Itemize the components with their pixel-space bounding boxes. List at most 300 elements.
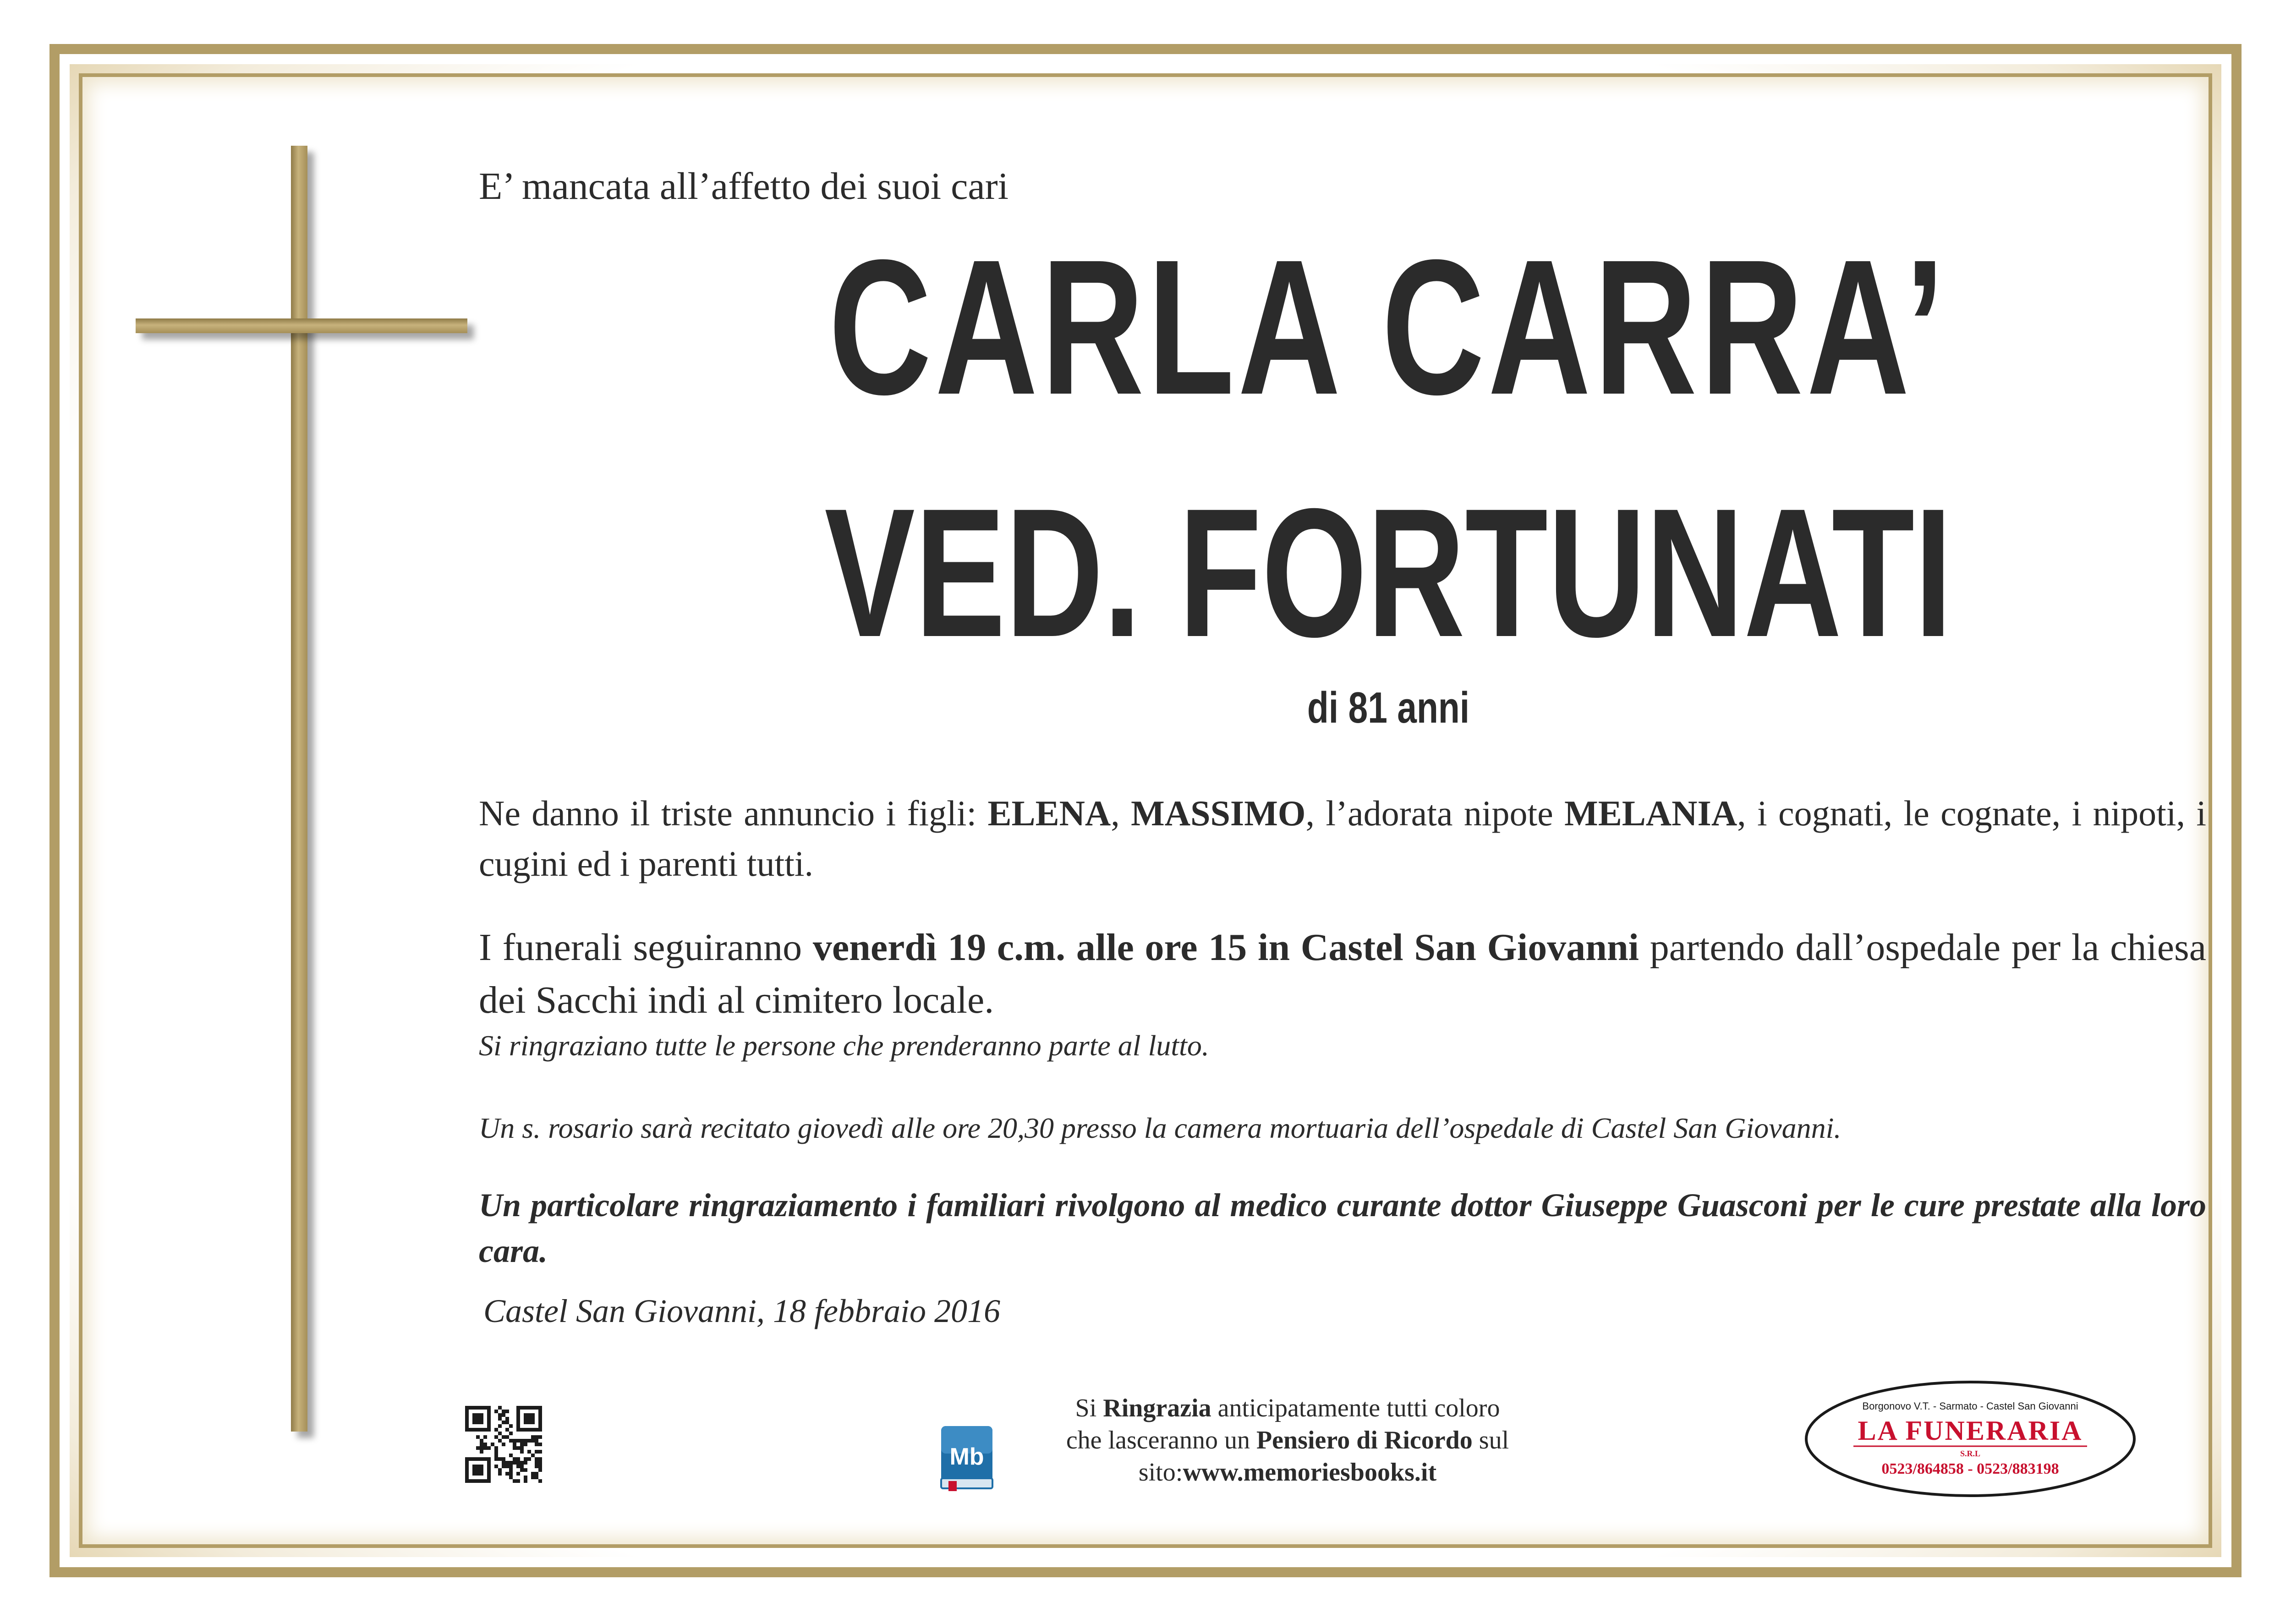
qr-module <box>480 1457 483 1461</box>
qr-module <box>487 1457 491 1461</box>
qr-module <box>502 1410 505 1413</box>
qr-module <box>524 1406 527 1410</box>
qr-module <box>509 1450 513 1454</box>
qr-module <box>535 1472 538 1476</box>
qr-module <box>498 1472 502 1476</box>
qr-module <box>465 1457 469 1461</box>
qr-module <box>505 1468 509 1472</box>
qr-module <box>520 1472 524 1476</box>
qr-module <box>538 1468 542 1472</box>
logo-company-type: S.R.L <box>1960 1449 1981 1458</box>
qr-module <box>469 1457 472 1461</box>
qr-module <box>516 1410 520 1413</box>
qr-module <box>483 1413 487 1417</box>
qr-module <box>472 1417 476 1421</box>
qr-module <box>509 1439 513 1443</box>
qr-module <box>524 1435 527 1439</box>
qr-module <box>531 1406 535 1410</box>
child-name-massimo: MASSIMO <box>1131 793 1306 833</box>
qr-module <box>538 1454 542 1457</box>
qr-module <box>483 1461 487 1465</box>
qr-module <box>469 1413 472 1417</box>
qr-module <box>465 1410 469 1413</box>
qr-module <box>516 1472 520 1476</box>
qr-module <box>498 1454 502 1457</box>
qr-module <box>538 1476 542 1479</box>
qr-module <box>513 1428 516 1432</box>
qr-module <box>476 1479 480 1483</box>
qr-module <box>538 1457 542 1461</box>
mb-text-bold: Pensiero di Ricordo <box>1256 1426 1473 1454</box>
qr-module <box>491 1443 494 1446</box>
memoriesbooks-line1 <box>1026 1392 1549 1424</box>
qr-module <box>465 1472 469 1476</box>
qr-module <box>502 1450 505 1454</box>
qr-module <box>494 1417 498 1421</box>
qr-module <box>538 1446 542 1450</box>
qr-module <box>516 1450 520 1454</box>
qr-module <box>483 1457 487 1461</box>
qr-module <box>487 1428 491 1432</box>
qr-module <box>476 1454 480 1457</box>
qr-module <box>531 1417 535 1421</box>
qr-module <box>524 1432 527 1435</box>
qr-module <box>513 1476 516 1479</box>
qr-module <box>502 1424 505 1428</box>
qr-module <box>538 1472 542 1476</box>
qr-module <box>465 1424 469 1428</box>
qr-module <box>505 1410 509 1413</box>
qr-module <box>487 1450 491 1454</box>
qr-module <box>513 1410 516 1413</box>
qr-module <box>472 1439 476 1443</box>
qr-module <box>516 1424 520 1428</box>
qr-module <box>535 1421 538 1424</box>
qr-module <box>472 1465 476 1468</box>
qr-module <box>476 1406 480 1410</box>
qr-module <box>469 1461 472 1465</box>
qr-module <box>491 1472 494 1476</box>
qr-module <box>494 1410 498 1413</box>
qr-module <box>491 1439 494 1443</box>
memoriesbooks-line2 <box>1026 1424 1549 1456</box>
qr-module <box>476 1410 480 1413</box>
qr-module <box>527 1435 531 1439</box>
qr-module <box>509 1421 513 1424</box>
qr-module <box>509 1443 513 1446</box>
qr-module <box>535 1435 538 1439</box>
qr-module <box>502 1465 505 1468</box>
qr-module <box>502 1435 505 1439</box>
mb-text: che lasceranno un <box>1066 1426 1256 1454</box>
announce-separator: , <box>1111 793 1131 833</box>
qr-module <box>498 1443 502 1446</box>
qr-module <box>527 1406 531 1410</box>
qr-module <box>476 1432 480 1435</box>
qr-module <box>535 1413 538 1417</box>
qr-module <box>494 1413 498 1417</box>
qr-module <box>502 1446 505 1450</box>
qr-module <box>505 1435 509 1439</box>
qr-module <box>465 1443 469 1446</box>
mb-text-bold: Ringrazia <box>1103 1394 1211 1422</box>
qr-module <box>476 1443 480 1446</box>
qr-module <box>505 1450 509 1454</box>
qr-module <box>465 1450 469 1454</box>
qr-module <box>498 1476 502 1479</box>
qr-module <box>480 1476 483 1479</box>
qr-module <box>494 1472 498 1476</box>
qr-module <box>505 1417 509 1421</box>
qr-module <box>469 1439 472 1443</box>
qr-module <box>527 1432 531 1435</box>
qr-module <box>472 1432 476 1435</box>
qr-module <box>491 1479 494 1483</box>
qr-module <box>491 1406 494 1410</box>
deceased-name: CARLA CARRA’ <box>828 220 1948 435</box>
qr-module <box>535 1468 538 1472</box>
qr-module <box>480 1446 483 1450</box>
qr-module <box>494 1443 498 1446</box>
qr-module <box>505 1432 509 1435</box>
qr-module <box>483 1472 487 1476</box>
qr-module <box>509 1435 513 1439</box>
qr-module <box>527 1446 531 1450</box>
qr-module <box>509 1413 513 1417</box>
qr-module <box>476 1446 480 1450</box>
qr-module <box>502 1439 505 1443</box>
qr-module <box>509 1472 513 1476</box>
qr-module <box>505 1457 509 1461</box>
qr-module <box>494 1479 498 1483</box>
qr-module <box>498 1479 502 1483</box>
qr-module <box>480 1450 483 1454</box>
qr-module <box>538 1461 542 1465</box>
qr-module <box>487 1435 491 1439</box>
qr-module <box>476 1468 480 1472</box>
qr-module <box>505 1454 509 1457</box>
qr-module <box>494 1461 498 1465</box>
qr-module <box>472 1406 476 1410</box>
qr-module <box>491 1446 494 1450</box>
intro-text: E’ mancata all’affetto dei suoi cari <box>479 165 1008 208</box>
qr-module <box>480 1472 483 1476</box>
qr-module <box>487 1461 491 1465</box>
qr-module <box>494 1424 498 1428</box>
qr-module <box>480 1443 483 1446</box>
memoriesbooks-icon-label: Mb <box>949 1443 984 1470</box>
qr-module <box>491 1457 494 1461</box>
memoriesbooks-book-icon[interactable] <box>938 1424 995 1491</box>
qr-module <box>513 1443 516 1446</box>
qr-module <box>535 1428 538 1432</box>
qr-module <box>516 1457 520 1461</box>
qr-module <box>531 1450 535 1454</box>
qr-module <box>472 1428 476 1432</box>
qr-module <box>483 1417 487 1421</box>
qr-module <box>531 1421 535 1424</box>
qr-module <box>476 1421 480 1424</box>
qr-module <box>483 1410 487 1413</box>
qr-module <box>538 1432 542 1435</box>
mb-text: Si <box>1075 1394 1103 1422</box>
qr-module <box>509 1417 513 1421</box>
qr-module <box>520 1465 524 1468</box>
qr-module <box>509 1428 513 1432</box>
qr-module <box>487 1446 491 1450</box>
qr-module <box>472 1435 476 1439</box>
qr-module <box>524 1454 527 1457</box>
qr-module <box>524 1479 527 1483</box>
qr-module <box>535 1454 538 1457</box>
qr-module <box>538 1424 542 1428</box>
qr-module <box>483 1439 487 1443</box>
qr-code-icon[interactable] <box>465 1406 542 1483</box>
qr-module <box>480 1410 483 1413</box>
qr-module <box>524 1450 527 1454</box>
qr-module <box>520 1461 524 1465</box>
qr-module <box>480 1439 483 1443</box>
qr-module <box>472 1421 476 1424</box>
qr-module <box>487 1432 491 1435</box>
qr-module <box>487 1417 491 1421</box>
memoriesbooks-message <box>1026 1392 1549 1488</box>
qr-module <box>509 1406 513 1410</box>
qr-module <box>491 1417 494 1421</box>
qr-module <box>487 1443 491 1446</box>
qr-module <box>505 1446 509 1450</box>
qr-module <box>531 1443 535 1446</box>
qr-module <box>483 1454 487 1457</box>
qr-module <box>531 1468 535 1472</box>
qr-module <box>520 1479 524 1483</box>
qr-module <box>509 1432 513 1435</box>
qr-module <box>465 1439 469 1443</box>
qr-module <box>476 1439 480 1443</box>
qr-module <box>538 1421 542 1424</box>
qr-module <box>476 1476 480 1479</box>
qr-module <box>520 1439 524 1443</box>
qr-module <box>498 1468 502 1472</box>
qr-module <box>465 1428 469 1432</box>
qr-module <box>524 1413 527 1417</box>
qr-module <box>472 1413 476 1417</box>
qr-module <box>469 1443 472 1446</box>
qr-module <box>472 1410 476 1413</box>
qr-module <box>494 1421 498 1424</box>
qr-module <box>516 1406 520 1410</box>
qr-module <box>527 1421 531 1424</box>
qr-module <box>498 1461 502 1465</box>
qr-module <box>516 1443 520 1446</box>
qr-module <box>524 1461 527 1465</box>
qr-module <box>476 1461 480 1465</box>
qr-module <box>494 1439 498 1443</box>
qr-module <box>491 1450 494 1454</box>
qr-module <box>527 1443 531 1446</box>
qr-module <box>476 1450 480 1454</box>
qr-module <box>469 1421 472 1424</box>
qr-module <box>480 1432 483 1435</box>
qr-module <box>527 1413 531 1417</box>
qr-module <box>531 1424 535 1428</box>
qr-module <box>538 1417 542 1421</box>
qr-module <box>520 1468 524 1472</box>
qr-module <box>538 1450 542 1454</box>
logo-phone-numbers: 0523/864858 - 0523/883198 <box>1881 1460 2059 1477</box>
qr-module <box>498 1410 502 1413</box>
qr-module <box>505 1465 509 1468</box>
qr-module <box>476 1457 480 1461</box>
qr-module <box>531 1435 535 1439</box>
qr-module <box>531 1446 535 1450</box>
qr-module <box>509 1410 513 1413</box>
announcement-paragraph <box>479 788 2206 889</box>
qr-module <box>469 1472 472 1476</box>
qr-module <box>516 1432 520 1435</box>
qr-module <box>472 1472 476 1476</box>
qr-module <box>469 1428 472 1432</box>
qr-module <box>476 1417 480 1421</box>
qr-module <box>538 1406 542 1410</box>
qr-module <box>524 1428 527 1432</box>
qr-module <box>505 1439 509 1443</box>
qr-module <box>505 1424 509 1428</box>
qr-module <box>502 1461 505 1465</box>
qr-module <box>505 1476 509 1479</box>
qr-module <box>487 1413 491 1417</box>
rosary-text: Un s. rosario sarà recitato giovedì alle ore 20,30 presso la camera mortuaria dell’ospedale di Castel San Giovanni. <box>479 1112 1842 1144</box>
qr-module <box>498 1450 502 1454</box>
funeral-text: partendo dall’ospedale per la chiesa dei Sacchi indi al cimitero locale. <box>479 926 2206 1021</box>
qr-module <box>535 1443 538 1446</box>
qr-module <box>531 1479 535 1483</box>
qr-module <box>527 1476 531 1479</box>
qr-module <box>502 1432 505 1435</box>
qr-module <box>480 1468 483 1472</box>
qr-module <box>538 1435 542 1439</box>
qr-module <box>469 1406 472 1410</box>
qr-module <box>520 1454 524 1457</box>
qr-module <box>502 1454 505 1457</box>
qr-module <box>516 1421 520 1424</box>
qr-module <box>516 1428 520 1432</box>
qr-module <box>516 1413 520 1417</box>
qr-module <box>527 1461 531 1465</box>
qr-module <box>516 1446 520 1450</box>
qr-module <box>465 1417 469 1421</box>
qr-module <box>538 1410 542 1413</box>
grandchild-name-melania: MELANIA <box>1564 793 1737 833</box>
funeral-text: I funerali seguiranno <box>479 926 813 969</box>
qr-module <box>513 1457 516 1461</box>
qr-module <box>516 1439 520 1443</box>
qr-module <box>483 1435 487 1439</box>
memoriesbooks-link[interactable]: www.memoriesbooks.it <box>1183 1458 1437 1487</box>
qr-module <box>520 1457 524 1461</box>
qr-module <box>538 1443 542 1446</box>
qr-module <box>509 1476 513 1479</box>
qr-module <box>502 1417 505 1421</box>
qr-module <box>494 1435 498 1439</box>
qr-module <box>494 1454 498 1457</box>
qr-module <box>531 1457 535 1461</box>
qr-module <box>531 1413 535 1417</box>
qr-module <box>524 1468 527 1472</box>
mb-text: sito: <box>1138 1458 1183 1487</box>
qr-module <box>527 1439 531 1443</box>
qr-module <box>498 1428 502 1432</box>
qr-module <box>535 1457 538 1461</box>
qr-module <box>516 1476 520 1479</box>
qr-module <box>480 1413 483 1417</box>
qr-module <box>476 1472 480 1476</box>
qr-module <box>524 1424 527 1428</box>
deceased-married-name: VED. FORTUNATI <box>824 470 1952 675</box>
qr-module <box>538 1439 542 1443</box>
qr-module <box>505 1428 509 1432</box>
qr-module <box>520 1421 524 1424</box>
qr-module <box>469 1424 472 1428</box>
qr-module <box>513 1432 516 1435</box>
doctor-thanks-text: Un particolare ringraziamento i familiari rivolgono al medico curante dottor Giuseppe Guasconi per le cure prestate alla loro cara. <box>479 1187 2206 1269</box>
qr-module <box>520 1410 524 1413</box>
age-text: di 81 anni <box>1307 683 1470 732</box>
qr-module <box>480 1421 483 1424</box>
qr-module <box>527 1424 531 1428</box>
qr-module <box>509 1446 513 1450</box>
qr-module <box>494 1406 498 1410</box>
qr-module <box>465 1413 469 1417</box>
qr-module <box>480 1454 483 1457</box>
qr-module <box>516 1465 520 1468</box>
qr-module <box>476 1428 480 1432</box>
qr-module <box>480 1465 483 1468</box>
qr-module <box>483 1479 487 1483</box>
qr-module <box>465 1454 469 1457</box>
qr-module <box>476 1413 480 1417</box>
qr-module <box>531 1410 535 1413</box>
qr-module <box>535 1446 538 1450</box>
qr-module <box>513 1461 516 1465</box>
qr-module <box>513 1439 516 1443</box>
announce-text: , l’adorata nipote <box>1305 793 1565 833</box>
qr-module <box>535 1450 538 1454</box>
qr-module <box>494 1465 498 1468</box>
qr-module <box>531 1439 535 1443</box>
qr-module <box>535 1479 538 1483</box>
qr-module <box>465 1479 469 1483</box>
qr-module <box>498 1417 502 1421</box>
qr-module <box>502 1472 505 1476</box>
qr-module <box>516 1468 520 1472</box>
qr-module <box>516 1417 520 1421</box>
qr-module <box>538 1428 542 1432</box>
qr-module <box>483 1421 487 1424</box>
qr-module <box>491 1461 494 1465</box>
qr-module <box>494 1468 498 1472</box>
qr-module <box>498 1439 502 1443</box>
qr-module <box>498 1406 502 1410</box>
qr-module <box>480 1428 483 1432</box>
qr-module <box>505 1472 509 1476</box>
qr-module <box>498 1413 502 1417</box>
qr-module <box>502 1479 505 1483</box>
qr-module <box>527 1417 531 1421</box>
qr-module <box>531 1465 535 1468</box>
qr-module <box>469 1468 472 1472</box>
qr-module <box>513 1406 516 1410</box>
